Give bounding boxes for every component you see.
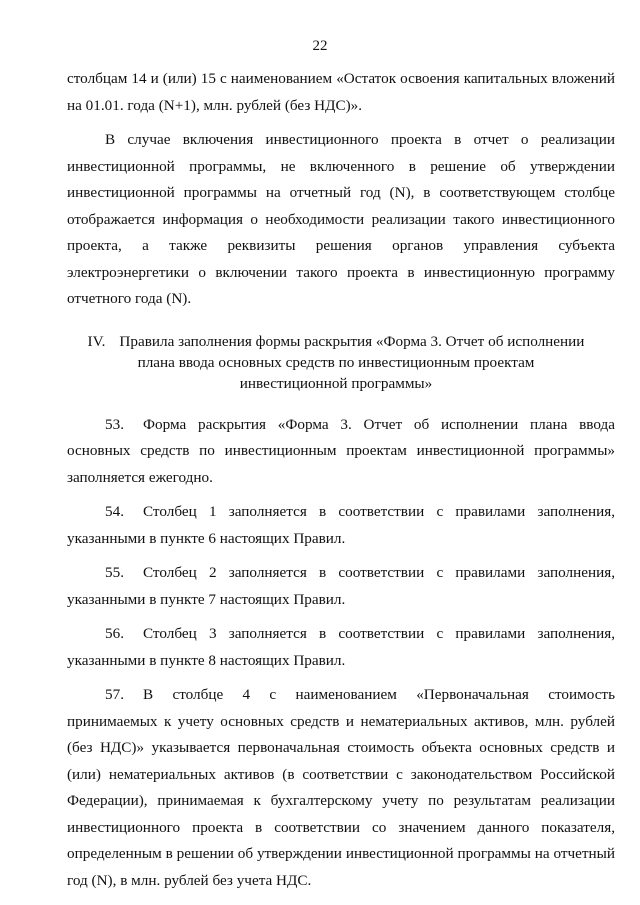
- section-heading-text-1: Правила заполнения формы раскрытия «Форма 3. Отчет об исполнении: [119, 332, 585, 350]
- clause-53: [67, 412, 615, 492]
- intro-paragraph: столбцам 14 и (или) 15 с наименованием «Остаток освоения капитальных вложений на 01.01. года (N+1), млн. рублей (без НДС)».: [67, 70, 615, 114]
- section-roman-numeral: IV.: [87, 332, 106, 350]
- section-heading-line-3: инвестиционной программы»: [239, 374, 433, 392]
- clause-number: 53.: [105, 415, 124, 433]
- clause-text: В столбце 4 с наименованием «Первоначальная стоимость принимаемых к учету основных средств и нематериальных активов, млн. рублей (без НДС)» указывается первоначальная стоимость объекта основных средств и (или) нематериальных активов (в соответствии с законодательством Российской Федерации), принимаемая к бухгалтерскому учету по результатам реализации инвестиционного проекта в соответствии со значением данного показателя, определенным в решении об утверждении инвестиционной программы на отчетный год (N), в млн. рублей без учета НДС.: [67, 686, 615, 889]
- section-heading: [67, 331, 615, 394]
- clause-number: 54.: [105, 503, 124, 520]
- clause-number: 56.: [105, 625, 124, 642]
- page-number: 22: [312, 38, 328, 54]
- clause-54: [67, 499, 615, 552]
- clause-55: [67, 560, 615, 613]
- clause-number: 57.: [105, 686, 124, 703]
- clause-number: 55.: [105, 564, 124, 581]
- document-body: [67, 66, 615, 894]
- clause-56: [67, 621, 615, 674]
- clause-text: Столбец 2 заполняется в соответствии с правилами заполнения, указанными в пункте 7 настоящих Правил.: [67, 564, 615, 608]
- clause-57: [67, 682, 615, 894]
- clause-text: Столбец 1 заполняется в соответствии с правилами заполнения, указанными в пункте 6 настоящих Правил.: [67, 503, 615, 547]
- paragraph-inclusion-case: В случае включения инвестиционного проекта в отчет о реализации инвестиционной программы, не включенного в решение об утверждении инвестиционной программы на отчетный год (N), в соответствующем столбце отображается информация о необходимости реализации такого инвестиционного проекта, а также реквизиты решения органов управления субъекта электроэнергетики о включении такого проекта в инвестиционную программу отчетного года (N).: [67, 131, 615, 307]
- section-heading-line-1: [67, 331, 605, 352]
- section-heading-line-2: плана ввода основных средств по инвестиционным проектам: [137, 353, 535, 371]
- clause-text: Форма раскрытия «Форма 3. Отчет об исполнении плана ввода основных средств по инвестиционным проектам инвестиционной программы» заполняется ежегодно.: [67, 415, 615, 486]
- clause-text: Столбец 3 заполняется в соответствии с правилами заполнения, указанными в пункте 8 настоящих Правил.: [67, 625, 615, 669]
